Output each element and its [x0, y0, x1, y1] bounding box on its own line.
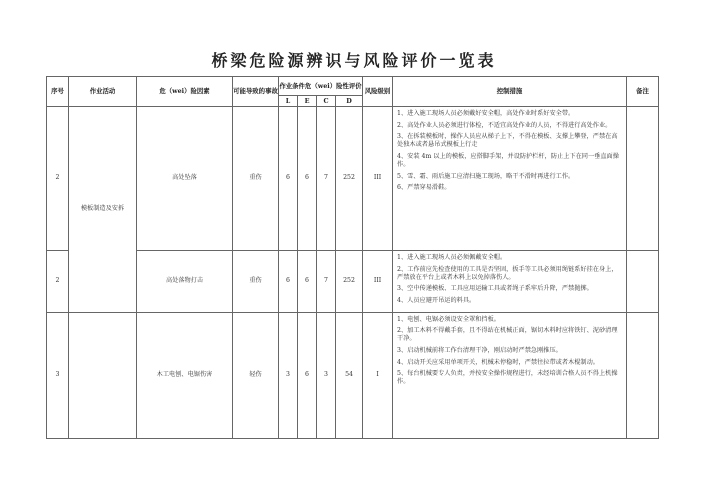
cell-measures	[393, 251, 627, 313]
measure-item: 1、电刨、电锯必须设安全罩和挡板。	[397, 315, 500, 323]
cell-L: 3	[279, 312, 298, 438]
measure-item: 5、雪、霜、雨后施工应清扫施工现场，略干不滑时再进行工作。	[397, 172, 575, 180]
cell-C: 7	[317, 251, 336, 313]
cell-D: 252	[336, 251, 363, 313]
cell-level: I	[363, 312, 393, 438]
cell-note	[627, 312, 659, 438]
risk-table	[46, 76, 659, 439]
table-row	[47, 312, 659, 438]
measure-item: 4、人员应避开吊运的料具。	[397, 297, 476, 304]
measure-item: 1、进入施工现场人员必须戴好安全帽，高处作业时系好安全带。	[397, 110, 575, 117]
cell-C: 3	[317, 312, 336, 438]
cell-measures	[393, 107, 627, 251]
header-L: L	[279, 96, 298, 107]
header-row	[47, 77, 659, 96]
table-row	[47, 107, 659, 251]
cell-seq: 2	[47, 107, 69, 251]
header-level: 风险级别	[363, 77, 393, 107]
cell-accident: 重伤	[233, 107, 279, 251]
cell-hazard: 高处坠落	[137, 107, 233, 251]
cell-seq: 3	[47, 312, 69, 438]
header-hazard: 危（wei）险因素	[137, 77, 233, 107]
measure-item: 2、高处作业人员必须进行体检，不适宜高处作业的人员，不得进行高处作业。	[397, 121, 612, 129]
cell-activity	[69, 312, 137, 438]
cell-D: 252	[336, 107, 363, 251]
measure-item: 1、进入施工现场人员必须佩戴安全帽。	[397, 254, 507, 261]
measure-item: 4、安装 4m 以上的模板，应搭脚手架，并设防护栏杆，防止上下在同一垂直面操作。	[397, 153, 619, 169]
header-condition: 作业条件危（wei）险性评价	[279, 77, 363, 96]
cell-accident: 轻伤	[233, 312, 279, 438]
header-note: 备注	[627, 77, 659, 107]
cell-activity: 模板制造及安拆	[69, 107, 137, 313]
cell-note	[627, 251, 659, 313]
cell-E: 6	[298, 312, 317, 438]
cell-hazard: 木工电刨、电锯伤害	[137, 312, 233, 438]
cell-accident: 重伤	[233, 251, 279, 313]
measure-item: 3、在拆装模板时，操作人员应从梯子上下，不得在模板、支撑上攀登，严禁在高处独木或者悬吊式模板上行走	[397, 133, 618, 149]
measure-item: 4、启动开关应采用单项开关，机械未停稳时，严禁往拉带或者木棍制动。	[397, 358, 599, 366]
header-E: E	[298, 96, 317, 107]
table-row	[47, 251, 659, 313]
page-title: 桥梁危险源辨识与风险评价一览表	[211, 51, 497, 70]
cell-level: III	[363, 251, 393, 313]
header-seq: 序号	[47, 77, 69, 107]
cell-E: 6	[298, 251, 317, 313]
cell-L: 6	[279, 251, 298, 313]
cell-D: 54	[336, 312, 363, 438]
cell-E: 6	[298, 107, 317, 251]
header-measures: 控制措施	[393, 77, 627, 107]
cell-level: III	[363, 107, 393, 251]
header-D: D	[336, 96, 363, 107]
measure-item: 3、启动机械前将工作台清理干净，刚启动时严禁急刚推压。	[397, 347, 562, 354]
measure-item: 3、空中传递模板、工具应用运输工具或者绳子系牢后升降，严禁抛掷。	[397, 285, 593, 293]
measure-item: 6、严禁穿易滑鞋。	[397, 184, 451, 192]
header-C: C	[317, 96, 336, 107]
cell-hazard: 高处落物打击	[137, 251, 233, 313]
header-accident: 可能导致的事故	[233, 77, 279, 107]
cell-measures	[393, 312, 627, 438]
measure-item: 2、工作前应先检查使用的工具是否坚固，扳手等工具必须用绳链系好挂在身上，严禁放在平台上或者木料上以免掉落伤人。	[397, 265, 618, 281]
header-activity: 作业活动	[69, 77, 137, 107]
measure-item: 2、加工木料不得戴手套，且不得站在机械正面，锯切木料时应将铁钉、泥砂清理干净。	[397, 327, 618, 343]
cell-seq: 2	[47, 251, 69, 313]
measure-item: 5、每台机械要专人负责，并按安全操作规程进行，未经培训合格人员不得上机操作。	[397, 370, 618, 386]
cell-C: 7	[317, 107, 336, 251]
cell-L: 6	[279, 107, 298, 251]
cell-note	[627, 107, 659, 251]
